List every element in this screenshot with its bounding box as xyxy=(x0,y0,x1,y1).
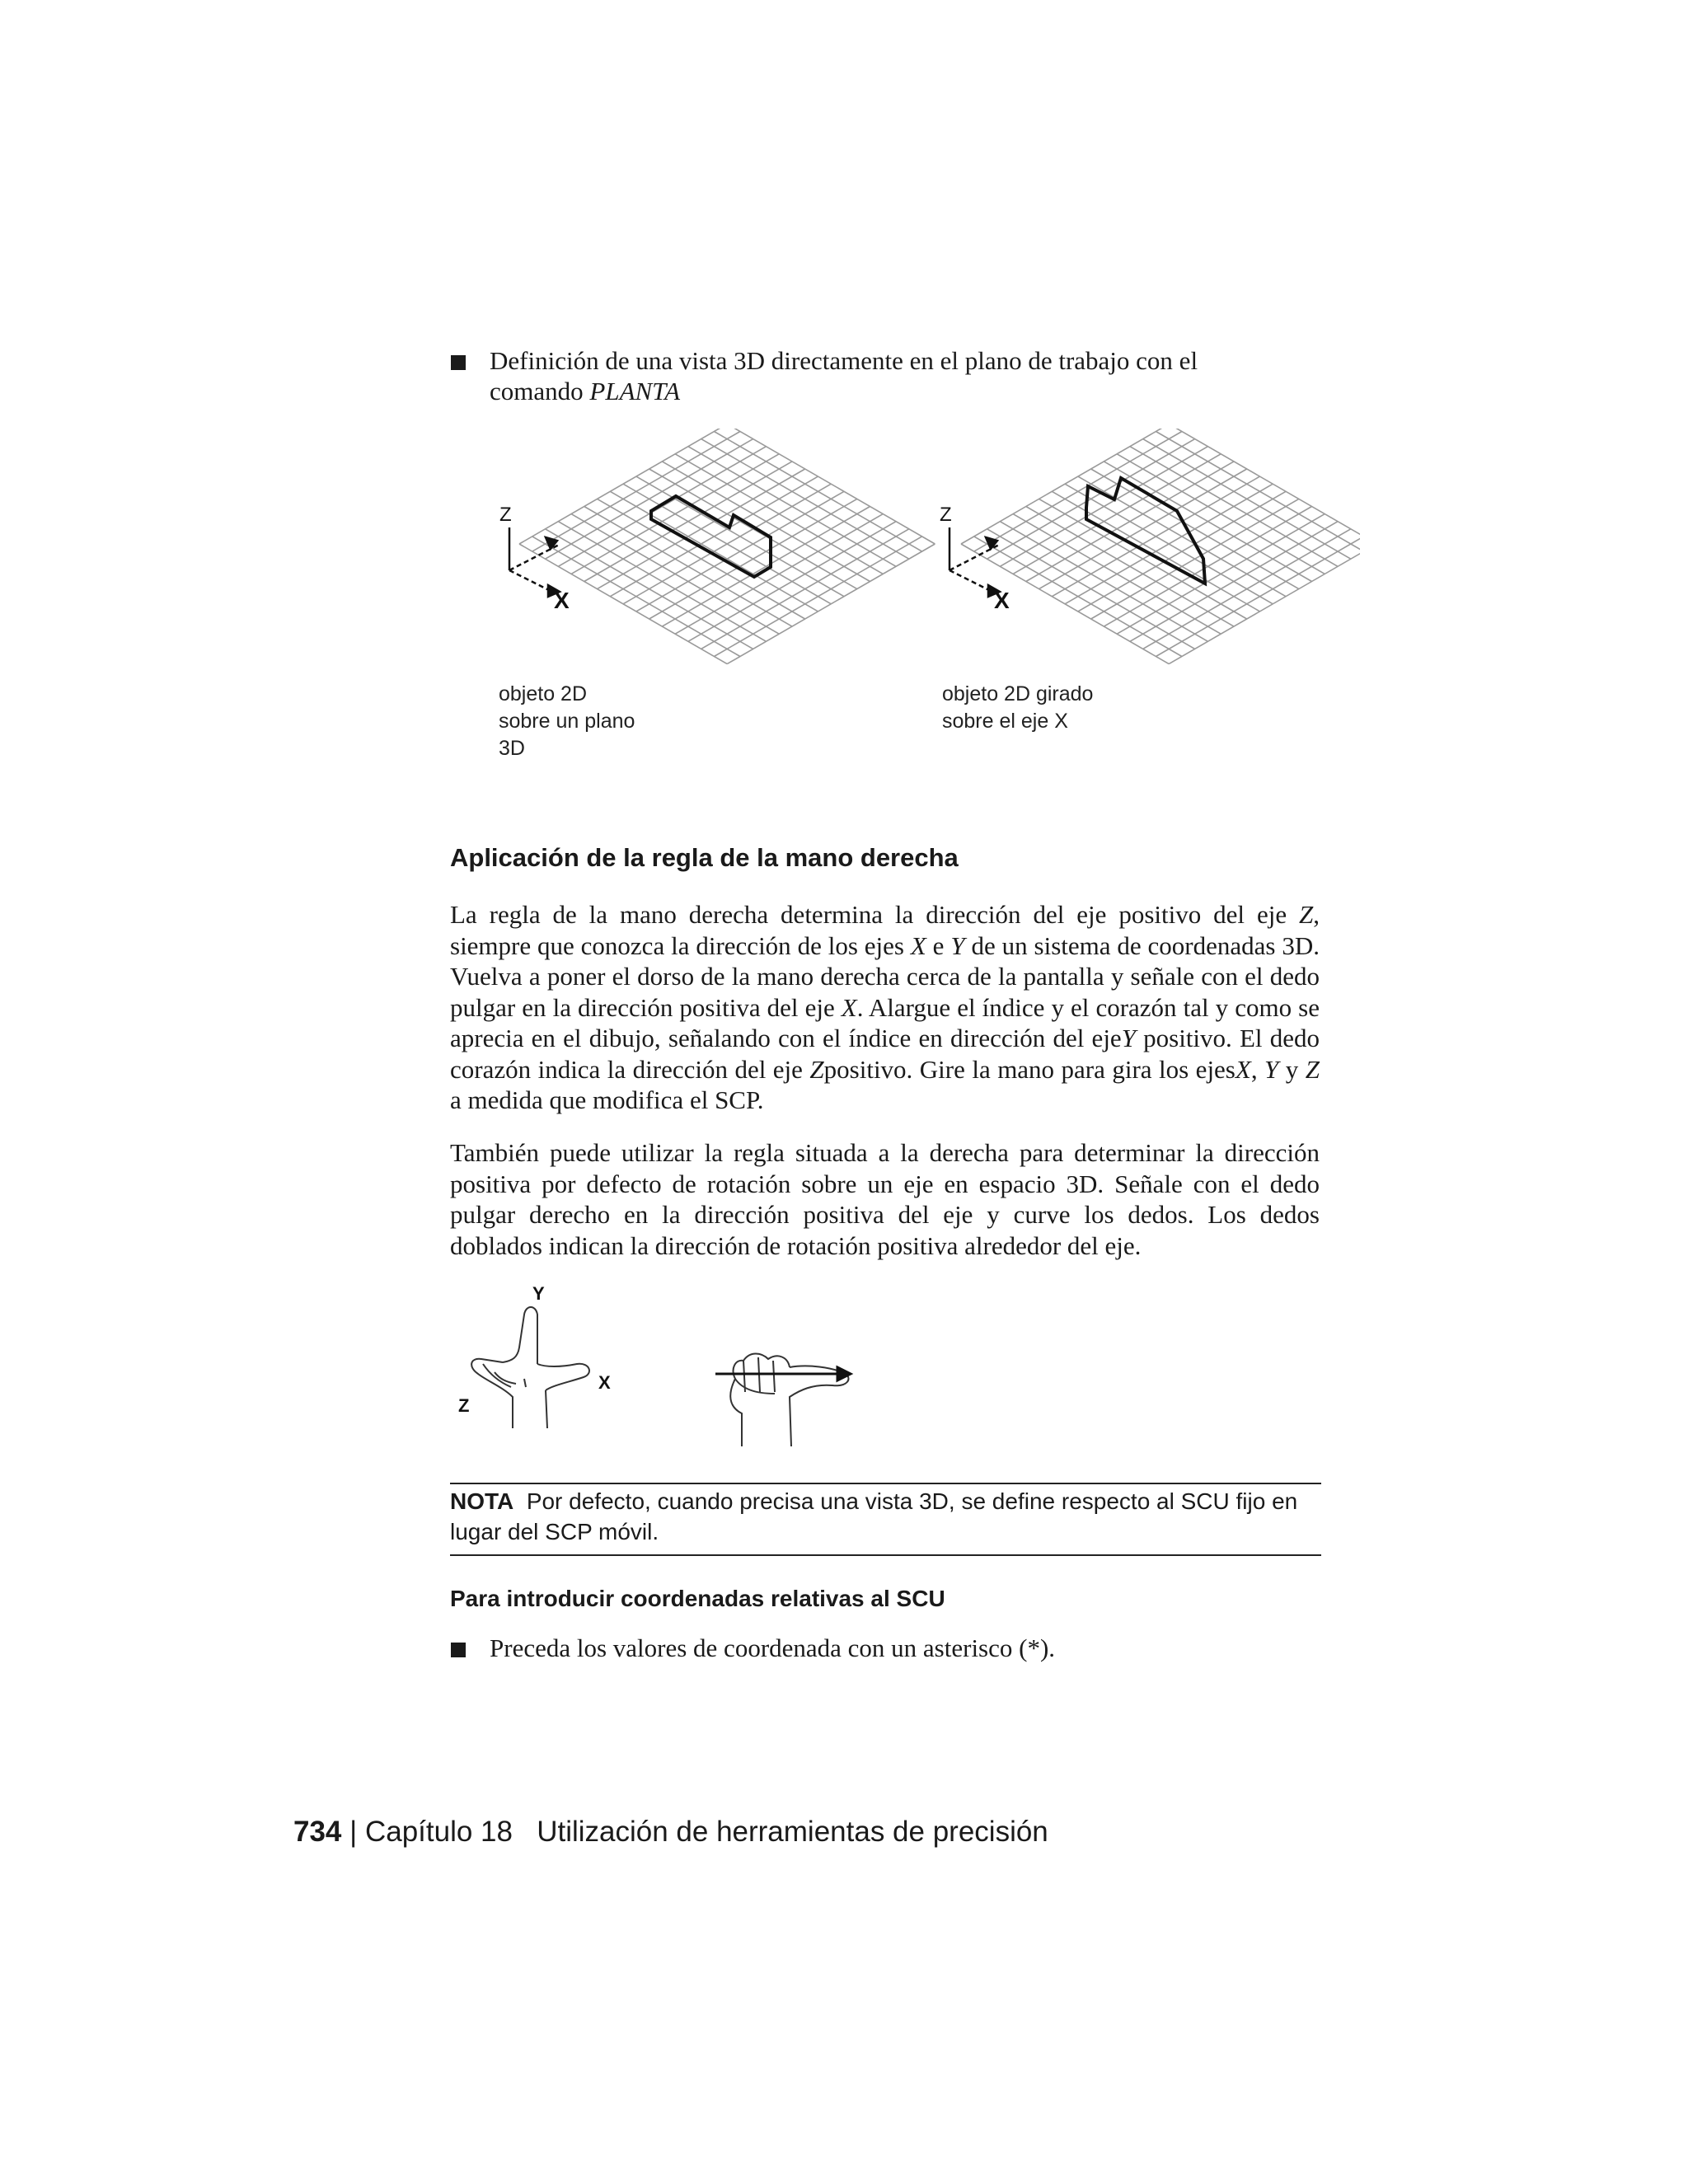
p1-text-7: positivo. Gire la mano para gira los ejes xyxy=(823,1054,1236,1084)
procedure-heading: Para introducir coordenadas relativas al SCU xyxy=(450,1586,945,1611)
section-heading: Aplicación de la regla de la mano derecha xyxy=(450,843,959,872)
chapter-title: Utilización de herramientas de precisión xyxy=(537,1816,1048,1848)
hand-label-x: X xyxy=(598,1372,611,1393)
axis-x-left: X xyxy=(554,588,570,613)
p1-axis-6: Z xyxy=(809,1054,824,1084)
command-name: PLANTA xyxy=(589,377,681,405)
p1-axis-2: X xyxy=(910,930,926,960)
p1-text-5: . Alargue el índice y el corazón tal y como se aprecia en el dibujo, señalando con el índice en dirección del eje xyxy=(450,992,1320,1052)
p1-axis-7: X xyxy=(1235,1054,1251,1084)
bullet-line-2-text: comando xyxy=(490,377,590,405)
hand-label-y: Y xyxy=(532,1283,545,1304)
note-text: Por defecto, cuando precisa una vista 3D, se define respecto al SCU fijo en lugar del SCP móvil. xyxy=(450,1488,1298,1544)
bullet-marker-2 xyxy=(451,1643,466,1657)
p1-text-9: y xyxy=(1278,1054,1306,1084)
p1-text-4: de un sistema de coordenadas 3D. Vuelva a poner el dorso de la mano derecha cerca de la pantalla y señale con el dedo pulgar en la dirección positiva del eje xyxy=(450,930,1320,1022)
p1-text-6: positivo. El dedo corazón indica la dirección del eje xyxy=(450,1024,1320,1084)
p1-axis-3: Y xyxy=(950,930,965,960)
bullet-line-2 xyxy=(490,376,1363,406)
p1-text-2: , siempre que conozca la dirección de los ejes xyxy=(450,900,1320,960)
axis-x-right: X xyxy=(994,588,1010,613)
caption-right-line-2: sobre el eje X xyxy=(942,710,1068,733)
p1-axis-4: X xyxy=(841,992,857,1022)
note-rule-bottom xyxy=(450,1554,1321,1556)
hand-label-z: Z xyxy=(458,1395,470,1416)
footer-separator: | xyxy=(349,1816,358,1848)
bullet-item-2-text: Preceda los valores de coordenada con un asterisco (*). xyxy=(490,1633,1056,1662)
p1-text-3: e xyxy=(926,930,951,960)
p1-axis-8: Y xyxy=(1264,1054,1279,1084)
page-number: 734 xyxy=(293,1816,342,1848)
caption-left xyxy=(499,681,635,762)
p1-text-10: a medida que modifica el SCP. xyxy=(450,1085,764,1114)
bullet-item-text xyxy=(490,345,1363,406)
bullet-marker xyxy=(451,355,466,370)
p1-axis-9: Z xyxy=(1305,1054,1320,1084)
p1-axis-5: Y xyxy=(1121,1024,1136,1052)
page-footer xyxy=(293,1816,1048,1849)
bullet-line-1: Definición de una vista 3D directamente en el plano de trabajo con el xyxy=(490,346,1198,375)
caption-right-line-1: objeto 2D girado xyxy=(942,682,1094,705)
p1-text-8: , xyxy=(1250,1054,1265,1084)
note-label: NOTA xyxy=(450,1488,514,1514)
paragraph-right-hand-rule xyxy=(450,899,1320,1116)
caption-right xyxy=(942,681,1093,735)
paragraph-rotation: También puede utilizar la regla situada a la derecha para determinar la dirección positiva por defecto de rotación sobre un eje en espacio 3D. Señale con el dedo pulgar derecho en la dirección positiva del eje y curve los dedos. Los dedos doblados indican la dirección de rotación positiva alrededor del eje. xyxy=(450,1138,1320,1260)
axis-z-left: Z xyxy=(499,504,512,526)
p1-text-1: La regla de la mano derecha determina la dirección del eje positivo del eje xyxy=(450,900,1299,929)
grid-left xyxy=(519,429,935,664)
caption-left-line-1: objeto 2D xyxy=(499,682,588,705)
note-rule-top xyxy=(450,1483,1321,1484)
figure-right-hand xyxy=(445,1282,874,1446)
p1-axis-1: Z xyxy=(1299,900,1314,929)
chapter-label: Capítulo 18 xyxy=(364,1816,513,1848)
grid-right xyxy=(961,429,1360,664)
hand-axes-icon xyxy=(471,1307,589,1428)
caption-left-line-2: sobre un plano xyxy=(499,710,635,733)
caption-left-line-3: 3D xyxy=(499,737,525,760)
axis-z-right: Z xyxy=(940,504,952,526)
note-block xyxy=(450,1486,1321,1547)
hand-rotation-icon xyxy=(730,1354,848,1447)
